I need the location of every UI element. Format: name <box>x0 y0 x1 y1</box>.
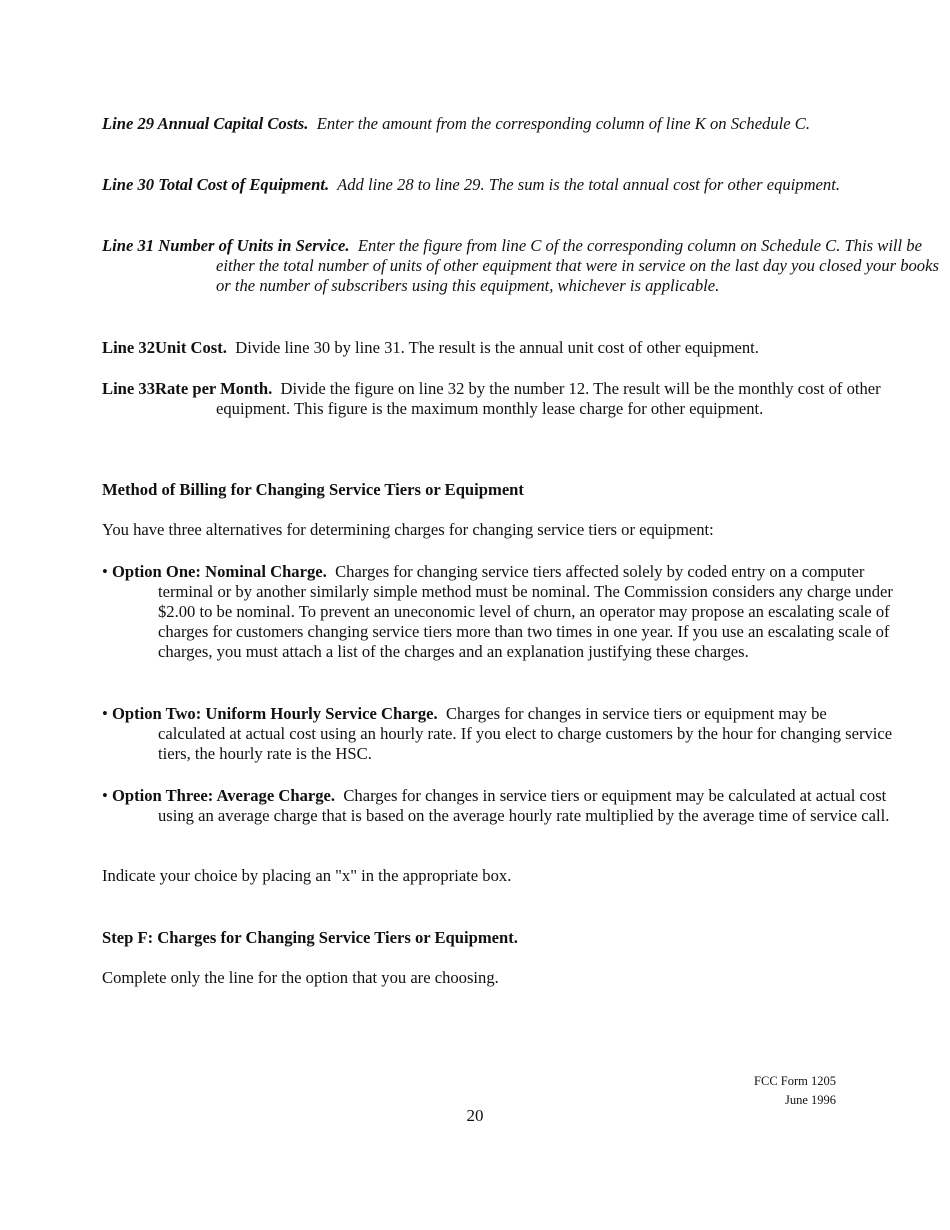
footer-form-info <box>754 1072 836 1110</box>
step-f-text: Complete only the line for the option that you are choosing. <box>102 968 499 987</box>
option-three-label: Option Three: Average Charge. <box>111 786 336 805</box>
line-33-instruction <box>102 379 950 419</box>
line-30-text: Add line 28 to line 29. The sum is the total annual cost for other equipment. <box>337 175 840 194</box>
option-two-label: Option Two: Uniform Hourly Service Charge. <box>111 704 438 723</box>
line-32-label: Line 32Unit Cost. <box>102 338 227 357</box>
line-30-instruction <box>102 175 950 195</box>
option-two-text: Charges for changes in service tiers or equipment may be calculated at actual cost using an hourly rate. If you elect to charge customers by the hour for changing service tiers, the hourly rate is the HSC. <box>158 704 893 763</box>
line-29-instruction <box>102 114 950 134</box>
line-33-label: Line 33Rate per Month. <box>102 379 273 398</box>
line-33-text: Divide the figure on line 32 by the number 12. The result will be the monthly cost of other equipment. This figure is the maximum monthly lease charge for other equipment. <box>216 379 881 418</box>
bullet-icon: • <box>102 786 108 805</box>
option-two <box>102 704 898 764</box>
line-32-instruction <box>102 338 950 358</box>
option-one-label: Option One: Nominal Charge. <box>111 562 327 581</box>
line-29-label: Line 29 Annual Capital Costs. <box>102 114 309 133</box>
line-31-text: Enter the figure from line C of the corresponding column on Schedule C. This will be either the total number of units of other equipment that were in service on the last day you closed your books or the number of subscribers using this equipment, whichever is applicable. <box>216 236 939 295</box>
line-32-text: Divide line 30 by line 31. The result is the annual unit cost of other equipment. <box>235 338 759 357</box>
option-one <box>102 562 898 662</box>
footer-form-date: June 1996 <box>784 1093 836 1107</box>
step-f-heading: Step F: Charges for Changing Service Tiers or Equipment. <box>102 928 518 947</box>
line-30-label: Line 30 Total Cost of Equipment. <box>102 175 330 194</box>
billing-heading: Method of Billing for Changing Service Tiers or Equipment <box>102 480 524 499</box>
option-three-text: Charges for changes in service tiers or equipment may be calculated at actual cost using an average charge that is based on the average hourly rate multiplied by the average time of service call. <box>158 786 890 825</box>
option-three <box>102 786 898 826</box>
page-number: 20 <box>466 1106 484 1125</box>
line-29-text: Enter the amount from the corresponding column of line K on Schedule C. <box>316 114 810 133</box>
footer-form-name: FCC Form 1205 <box>754 1074 836 1088</box>
line-31-instruction <box>102 236 950 296</box>
bullet-icon: • <box>102 562 108 581</box>
indicate-choice: Indicate your choice by placing an "x" in the appropriate box. <box>102 866 512 885</box>
bullet-icon: • <box>102 704 108 723</box>
option-one-text: Charges for changing service tiers affected solely by coded entry on a computer terminal or by another similarly simple method must be nominal. The Commission considers any charge under $2.00 to be nominal. To prevent an uneconomic level of churn, an operator may propose an escalating scale of charges for customers changing service tiers more than two times in one year. If you use an escalating scale of charges, you must attach a list of the charges and an explanation justifying these charges. <box>158 562 893 661</box>
billing-intro: You have three alternatives for determining charges for changing service tiers or equipment: <box>102 520 714 539</box>
line-31-label: Line 31 Number of Units in Service. <box>102 236 350 255</box>
